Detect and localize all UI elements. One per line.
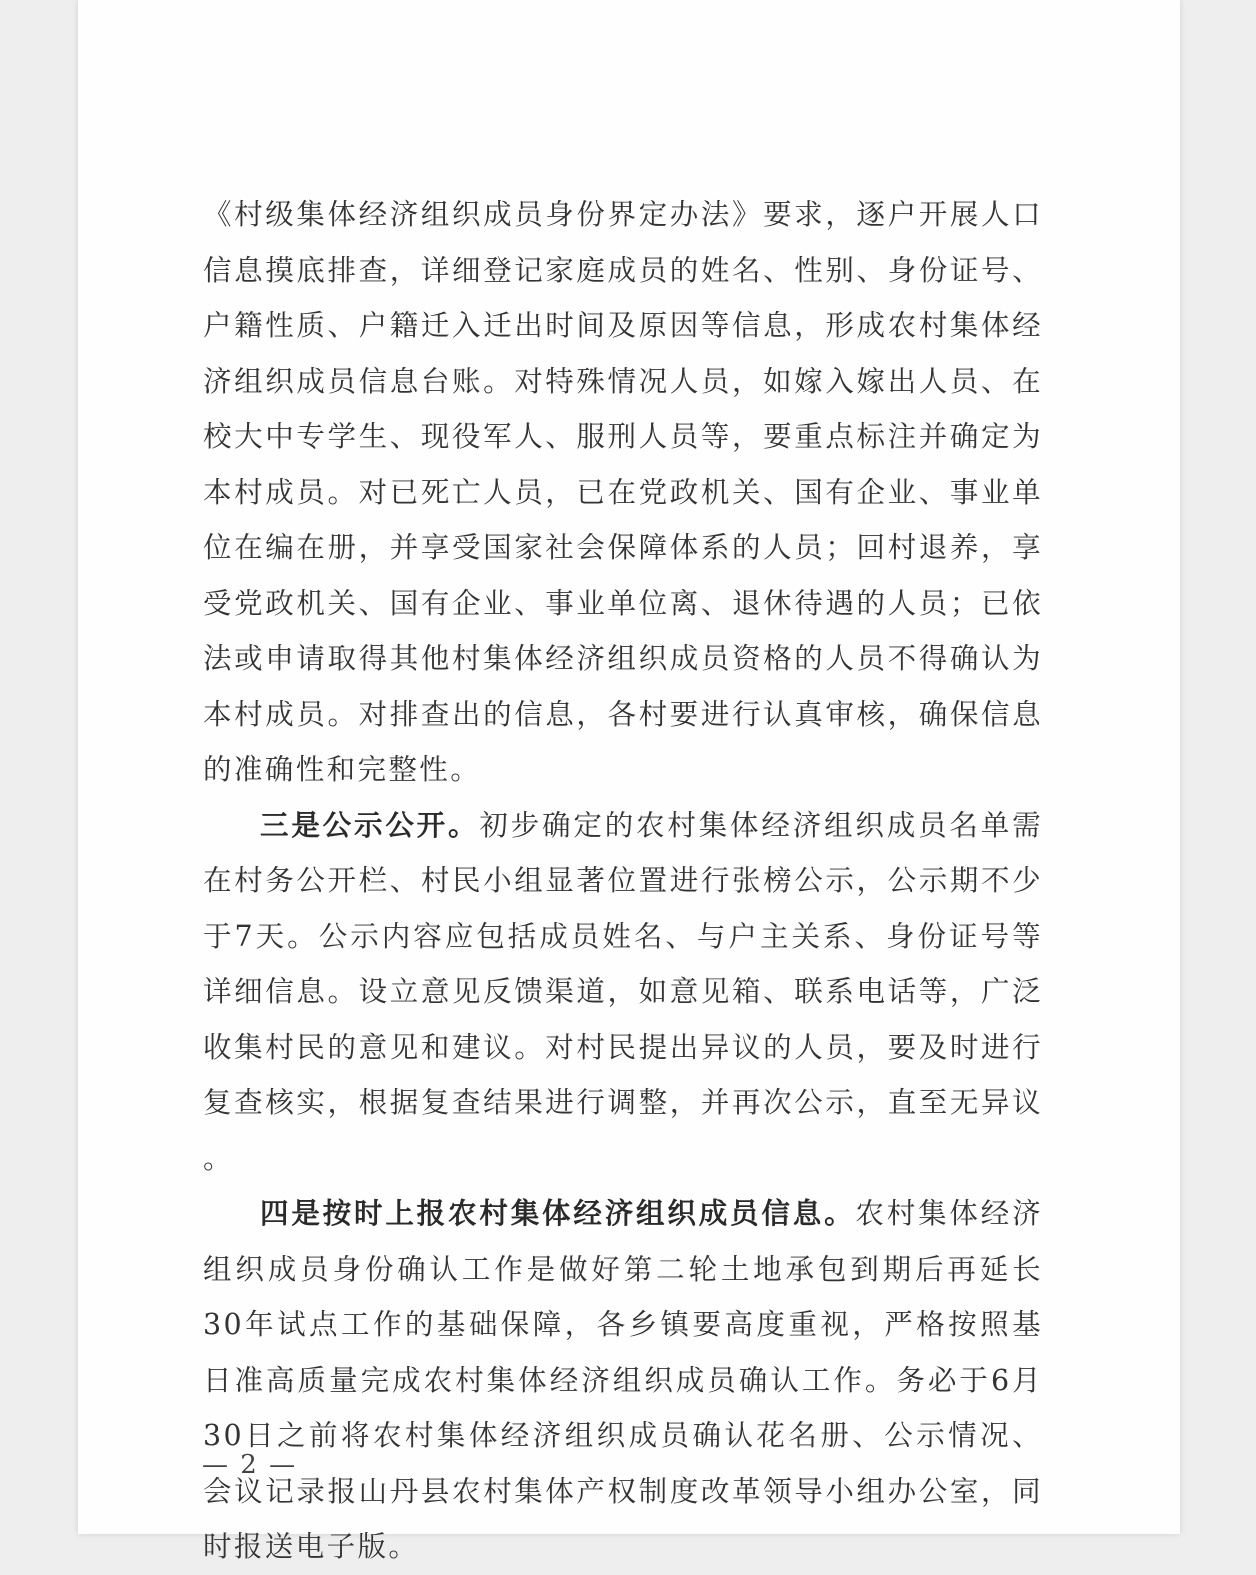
document-body <box>203 187 1043 1575</box>
paragraph-text: 《村级集体经济组织成员身份界定办法》要求，逐户开展人口信息摸底排查，详细登记家庭成员的姓名、性别、身份证号、户籍性质、户籍迁入迁出时间及原因等信息，形成农村集体经济组织成员信息台账。对特殊情况人员，如嫁入嫁出人员、在校大中专学生、现役军人、服刑人员等，要重点标注并确定为本村成员。对已死亡人员，已在党政机关、国有企业、事业单位在编在册，并享受国家社会保障体系的人员；回村退养，享受党政机关、国有企业、事业单位离、退休待遇的人员；已依法或申请取得其他村集体经济组织成员资格的人员不得确认为本村成员。对排查出的信息，各村要进行认真审核，确保信息的准确性和完整性。 <box>203 198 1043 786</box>
paragraph-text: 农村集体经济组织成员身份确认工作是做好第二轮土地承包到期后再延长30年试点工作的基础保障，各乡镇要高度重视，严格按照基日准高质量完成农村集体经济组织成员确认工作。务必于6月30日之前将农村集体经济组织成员确认花名册、公示情况、会议记录报山丹县农村集体产权制度改革领导小组办公室，同时报送电子版。 <box>203 1197 1043 1563</box>
paragraph-lead: 四是按时上报农村集体经济组织成员信息。 <box>260 1196 856 1230</box>
document-page <box>78 0 1180 1563</box>
paragraph-report-info <box>203 1186 1043 1575</box>
paragraph-lead: 三是公示公开。 <box>260 807 480 842</box>
paragraph-public-notice <box>203 798 1043 1187</box>
paragraph-continued <box>203 187 1043 798</box>
page-number: — 2 — <box>202 1450 298 1480</box>
paragraph-text: 初步确定的农村集体经济组织成员名单需在村务公开栏、村民小组显著位置进行张榜公示，公示期不少于7天。公示内容应包括成员姓名、与户主关系、身份证号等详细信息。设立意见反馈渠道，如意见箱、联系电话等，广泛收集村民的意见和建议。对村民提出异议的人员，要及时进行复查核实，根据复查结果进行调整，并再次公示，直至无异议 。 <box>203 808 1043 1175</box>
